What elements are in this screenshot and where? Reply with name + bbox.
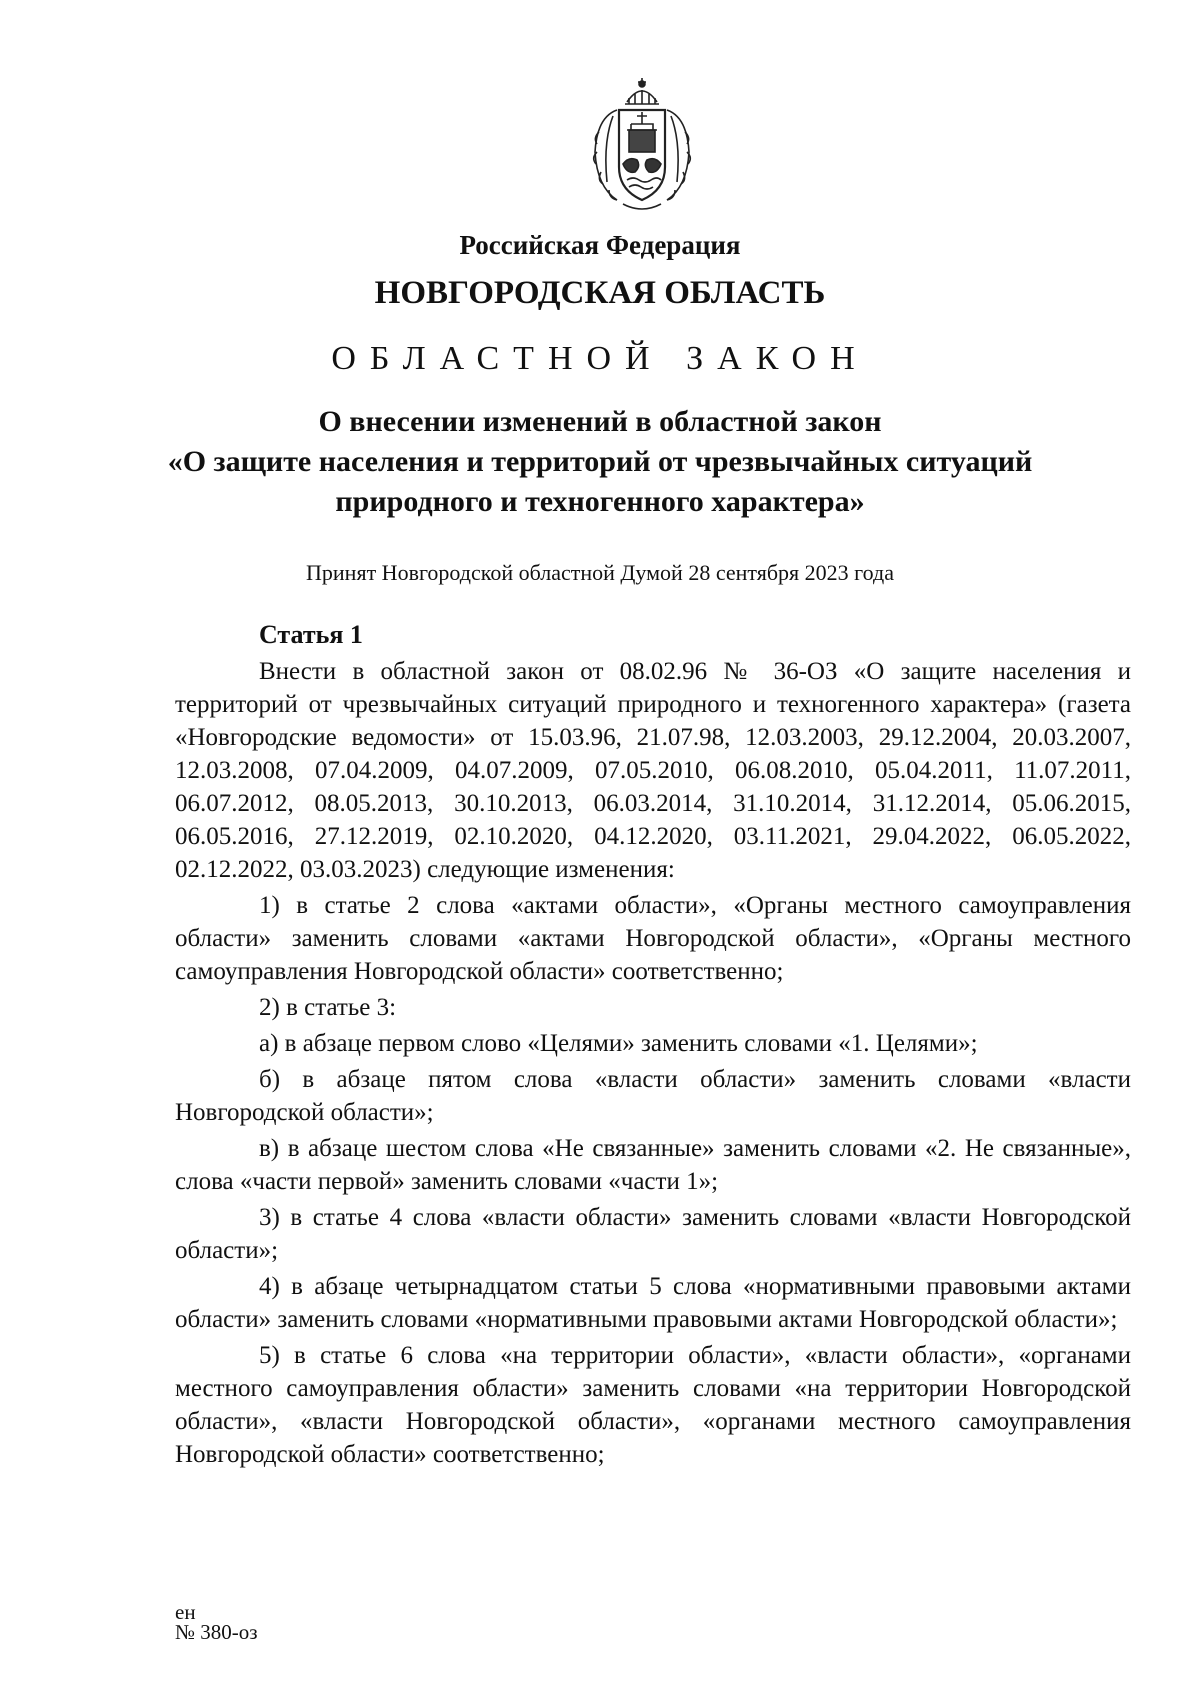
article-paragraph: 5) в статье 6 слова «на территории области», «власти области», «органами местного самоуправления области» заменить словами «на территории Новгородской области», «власти Новгородской области», «органами местного самоуправления Новгородской области» соответственно; bbox=[175, 1342, 1131, 1468]
article-paragraph: 3) в статье 4 слова «власти области» заменить словами «власти Новгородской области»; bbox=[175, 1204, 1131, 1264]
law-title-line: «О защите населения и территорий от чрезвычайных ситуаций bbox=[167, 445, 1033, 478]
article-paragraph: в) в абзаце шестом слова «Не связанные» заменить словами «2. Не связанные», слова «части первой» заменить словами «части 1»; bbox=[175, 1135, 1131, 1195]
article-paragraph: б) в абзаце пятом слова «власти области» заменить словами «власти Новгородской области»; bbox=[175, 1066, 1131, 1126]
article-body bbox=[175, 618, 1131, 1474]
article-paragraph: 2) в статье 3: bbox=[259, 994, 397, 1021]
law-title-line: О внесении изменений в областной закон bbox=[318, 405, 882, 438]
law-title-line: природного и техногенного характера» bbox=[335, 485, 865, 518]
region-heading: НОВГОРОДСКАЯ ОБЛАСТЬ bbox=[374, 275, 826, 311]
footer-law-number: № 380-оз bbox=[175, 1620, 258, 1644]
document-footer bbox=[175, 1602, 258, 1642]
adoption-note: Принят Новгородской областной Думой 28 сентября 2023 года bbox=[306, 560, 894, 585]
article-paragraph: 4) в абзаце четырнадцатом статьи 5 слова «нормативными правовыми актами области» заменить словами «нормативными правовыми актами Новгородской области»; bbox=[175, 1273, 1131, 1333]
coat-of-arms-icon bbox=[577, 72, 707, 217]
article-heading: Статья 1 bbox=[259, 620, 363, 649]
country-heading: Российская Федерация bbox=[459, 230, 741, 260]
law-title bbox=[0, 402, 1200, 522]
article-paragraph: Внести в областной закон от 08.02.96 № 36-ОЗ «О защите населения и территорий от чрезвычайных ситуаций природного и техногенного характера» (газета «Новгородские ведомости» от 15.03.96, 21.07.98, 12.03.2003, 29.12.2004, 20.03.2007, 12.03.2008, 07.04.2009, 04.07.2009, 07.05.2010, 06.08.2010, 05.04.2011, 11.07.2011, 06.07.2012, 08.05.2013, 30.10.2013, 06.03.2014, 31.10.2014, 31.12.2014, 05.06.2015, 06.05.2016, 27.12.2019, 02.10.2020, 04.12.2020, 03.11.2021, 29.04.2022, 06.05.2022, 02.12.2022, 03.03.2023) следующие изменения: bbox=[175, 658, 1131, 883]
document-type-heading: ОБЛАСТНОЙ ЗАКОН bbox=[331, 340, 869, 377]
article-paragraph: 1) в статье 2 слова «актами области», «Органы местного самоуправления области» заменить словами «актами Новгородской области», «Органы местного самоуправления Новгородской области» соответственно; bbox=[175, 892, 1131, 985]
footer-initials: ен bbox=[175, 1600, 196, 1624]
article-paragraph: а) в абзаце первом слово «Целями» заменить словами «1. Целями»; bbox=[259, 1030, 978, 1057]
